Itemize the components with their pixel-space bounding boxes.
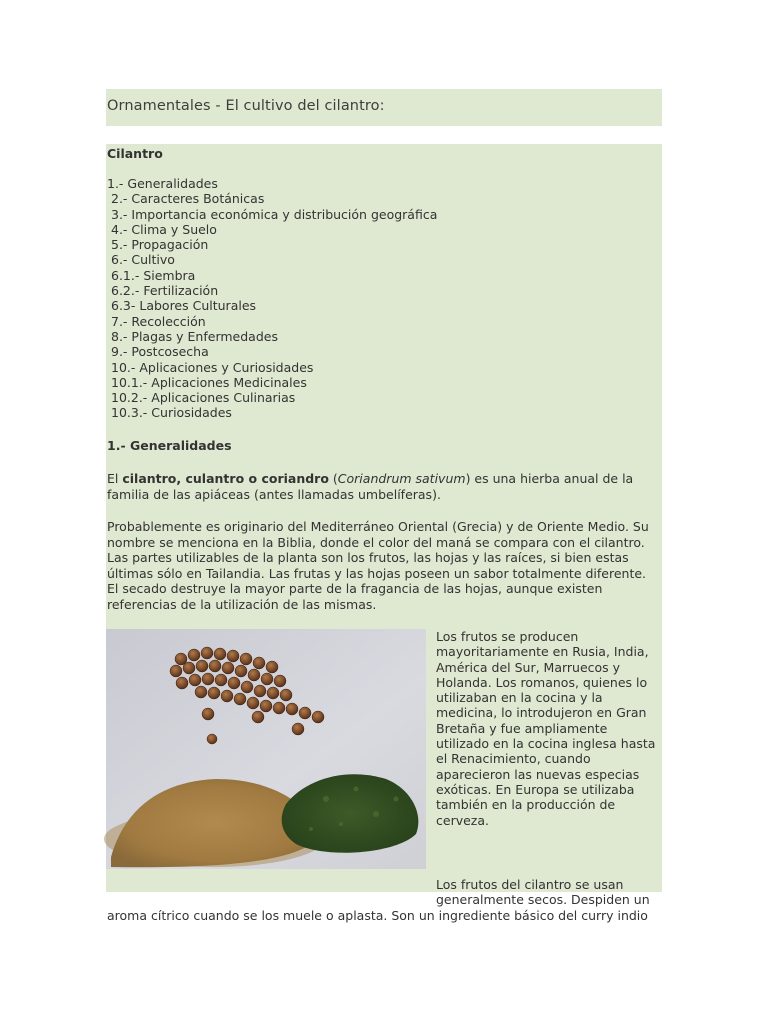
- toc-item[interactable]: 6.3- Labores Culturales: [111, 298, 257, 314]
- toc-item[interactable]: 3.- Importancia económica y distribución geográfica: [111, 206, 438, 222]
- origin-paragraph: Probablemente es originario del Mediterráneo Oriental (Grecia) y de Oriente Medio. Su nombre se menciona en la Biblia, donde el color del maná se compara con el cilantro. Las partes utilizables de la planta son los frutos, las hojas y las raíces, si bien estas últimas sólo en Tailandia. Las frutas y las hojas poseen un sabor totalmente diferente. El secado destruye la mayor parte de la fragancia de las hojas, aunque existen referencias de la utilización de las mismas.: [107, 519, 649, 612]
- toc-item[interactable]: 6.1.- Siembra: [111, 267, 196, 283]
- side-paragraph: Los frutos se producen mayoritariamente en Rusia, India, América del Sur, Marruecos y Holanda. Los romanos, quienes lo utilizaban en la cocina y la medicina, lo introdujeron en Gran Bretaña y fue ampliamente utilizado en la cocina inglesa hasta el Renacimiento, cuando aparecieron las nuevas especias exóticas. En Europa se utilizaba también en la producción de cerveza.: [436, 629, 656, 828]
- intro-paragraph: El cilantro, culantro o coriandro (Coriandrum sativum) es una hierba anual de la familia de las apiáceas (antes llamadas umbelíferas).: [107, 471, 634, 502]
- toc-item[interactable]: 6.2.- Fertilización: [111, 283, 219, 299]
- toc-item[interactable]: 7.- Recolección: [111, 313, 206, 329]
- toc-item[interactable]: 8.- Plagas y Enfermedades: [111, 328, 278, 344]
- page-title: Ornamentales - El cultivo del cilantro:: [107, 98, 385, 114]
- coriander-photo: [106, 629, 426, 869]
- section-heading: 1.- Generalidades: [107, 438, 232, 453]
- toc-item[interactable]: 10.1.- Aplicaciones Medicinales: [111, 374, 307, 390]
- table-of-contents: [107, 176, 437, 421]
- continuation-paragraph: Los frutos del cilantro se usan generalmente secos. Despiden un aroma cítrico cuando se los muele o aplasta. Son un ingrediente básico del curry indio: [107, 877, 650, 923]
- toc-item[interactable]: 1.- Generalidades: [107, 176, 218, 191]
- toc-item[interactable]: 2.- Caracteres Botánicas: [111, 191, 265, 207]
- toc-item[interactable]: 5.- Propagación: [111, 237, 209, 253]
- toc-item[interactable]: 10.2.- Aplicaciones Culinarias: [111, 390, 296, 406]
- toc-item[interactable]: 10.- Aplicaciones y Curiosidades: [111, 359, 314, 375]
- subtitle: Cilantro: [107, 146, 163, 161]
- title-panel: [106, 89, 662, 126]
- content-panel: [106, 144, 662, 923]
- toc-item[interactable]: 9.- Postcosecha: [111, 344, 209, 360]
- toc-item[interactable]: 4.- Clima y Suelo: [111, 221, 217, 237]
- toc-item[interactable]: 10.3.- Curiosidades: [111, 405, 232, 421]
- toc-item[interactable]: 6.- Cultivo: [111, 252, 175, 268]
